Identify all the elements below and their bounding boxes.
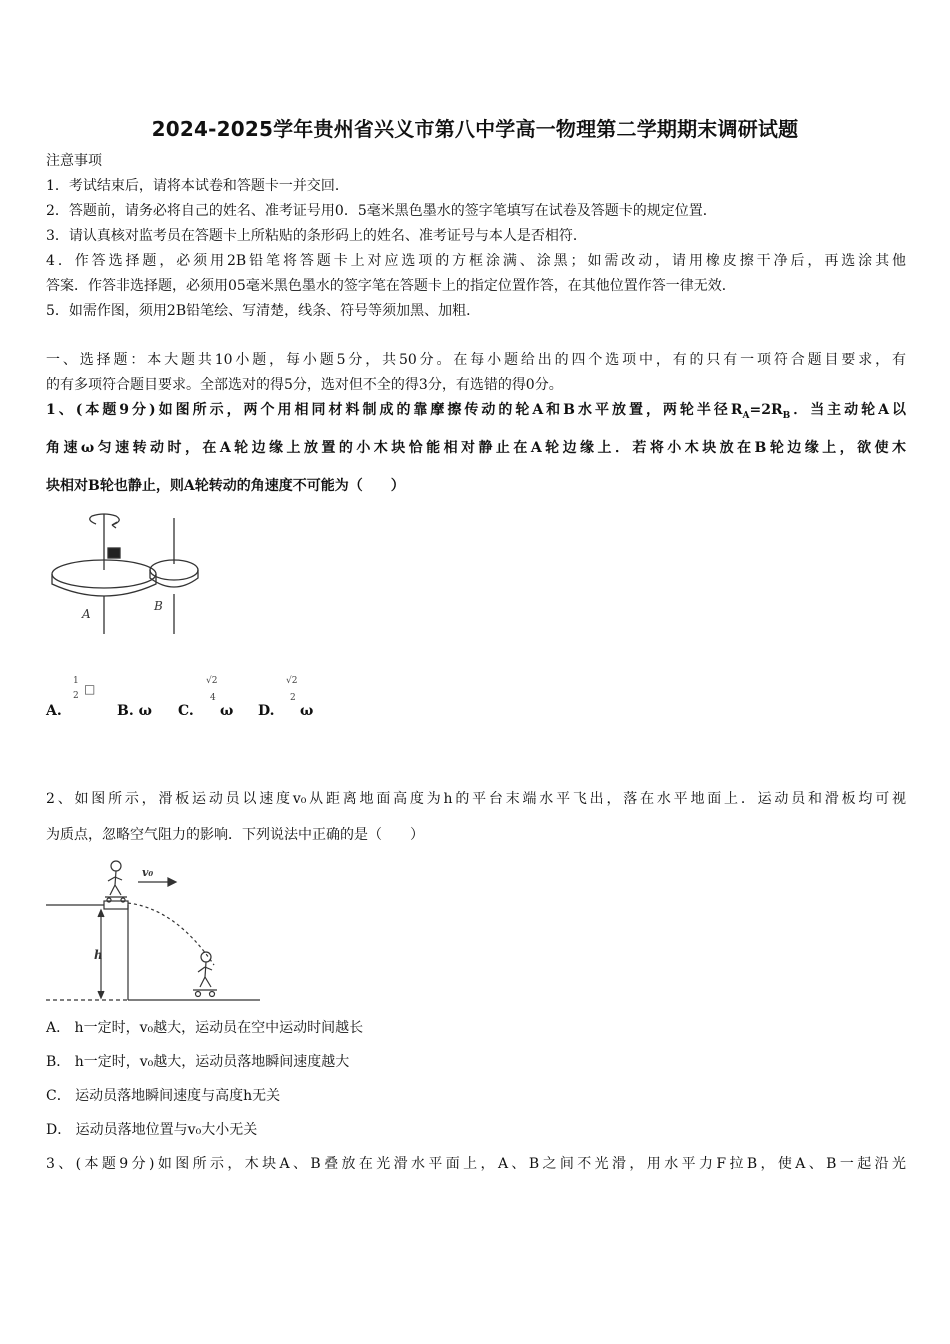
q2-text-line1: 2、如图所示，滑板运动员以速度v₀从距离地面高度为h的平台末端水平飞出，落在水平地面上．运动员和滑板均可视 — [46, 791, 906, 807]
notice-item: 2．答题前，请务必将自己的姓名、准考证号用0．5毫米黑色墨水的签字笔填写在试卷及答题卡的规定位置． — [46, 203, 717, 219]
q2-option-b: B． h一定时，v₀越大，运动员落地瞬间速度越大 — [46, 1054, 350, 1070]
wheel-a-label: A — [82, 607, 91, 621]
q1-option-a-den: 2 — [73, 691, 79, 701]
q1-wheels-figure — [46, 512, 216, 637]
q1-option-d: D. — [258, 703, 275, 719]
section-heading-cont: 的有多项符合题目要求。全部选对的得5分，选对但不全的得3分，有选错的得0分。 — [46, 377, 563, 393]
q1-option-c-den: 4 — [210, 693, 216, 703]
notice-item: 1．考试结束后，请将本试卷和答题卡一并交回． — [46, 178, 349, 194]
notice-item: 5．如需作图，须用2B铅笔绘、写清楚，线条、符号等须加黑、加粗． — [46, 303, 481, 319]
q1-option-a-num: 1 — [73, 676, 79, 686]
q1-text-line1: 1、(本题9分)如图所示，两个用相同材料制成的靠摩擦传动的轮A和B水平放置，两轮半径$R_A=2R_B$．当主动轮A以 — [46, 402, 906, 421]
q1-option-a-box: □ — [84, 682, 96, 696]
notice-item: 答案．作答非选择题，必须用05毫米黑色墨水的签字笔在答题卡上的指定位置作答，在其他位置作答一律无效． — [46, 278, 736, 294]
q2-text-line2: 为质点，忽略空气阻力的影响．下列说法中正确的是（ ） — [46, 827, 424, 843]
q1-option-a: A. — [46, 703, 62, 719]
q2-skateboard-figure — [46, 855, 266, 1005]
section-heading: 一、选择题：本大题共10小题，每小题5分，共50分。在每小题给出的四个选项中，有的只有一项符合题目要求，有 — [46, 352, 906, 368]
page-title: 2024-2025学年贵州省兴义市第八中学高一物理第二学期期末调研试题 — [151, 117, 799, 141]
q1-option-c-omega: ω — [220, 703, 234, 719]
q1-option-b: B. ω — [117, 703, 152, 719]
q2-option-d: D． 运动员落地位置与v₀大小无关 — [46, 1122, 258, 1138]
q2-option-c: C． 运动员落地瞬间速度与高度h无关 — [46, 1088, 281, 1104]
v0-label: v₀ — [142, 866, 154, 879]
q3-text-line1: 3、(本题9分)如图所示，木块A、B叠放在光滑水平面上，A、B之间不光滑，用水平力F拉B，使A、B一起沿光 — [46, 1156, 906, 1172]
q1-text-line3: 块相对B轮也静止，则A轮转动的角速度不可能为（ ） — [46, 478, 405, 494]
q1-text-line2: 角速ω匀速转动时，在A轮边缘上放置的小木块恰能相对静止在A轮边缘上．若将小木块放在B轮边缘上，欲使木 — [46, 440, 906, 456]
q2-option-a: A． h一定时，v₀越大，运动员在空中运动时间越长 — [46, 1020, 364, 1036]
q1-option-d-omega: ω — [300, 703, 314, 719]
q1-option-c: C. — [178, 703, 194, 719]
q1-option-c-num: √2 — [206, 676, 218, 686]
notice-item: 3．请认真核对监考员在答题卡上所粘贴的条形码上的姓名、准考证号与本人是否相符． — [46, 228, 587, 244]
notice-heading: 注意事项 — [46, 153, 102, 169]
q1-option-d-num: √2 — [286, 676, 298, 686]
wheel-b-label: B — [154, 599, 163, 613]
notice-item: 4．作答选择题，必须用2B铅笔将答题卡上对应选项的方框涂满、涂黑；如需改动，请用橡皮擦干净后，再选涂其他 — [46, 253, 906, 269]
q1-option-d-den: 2 — [290, 693, 296, 703]
h-label: h — [94, 948, 103, 962]
